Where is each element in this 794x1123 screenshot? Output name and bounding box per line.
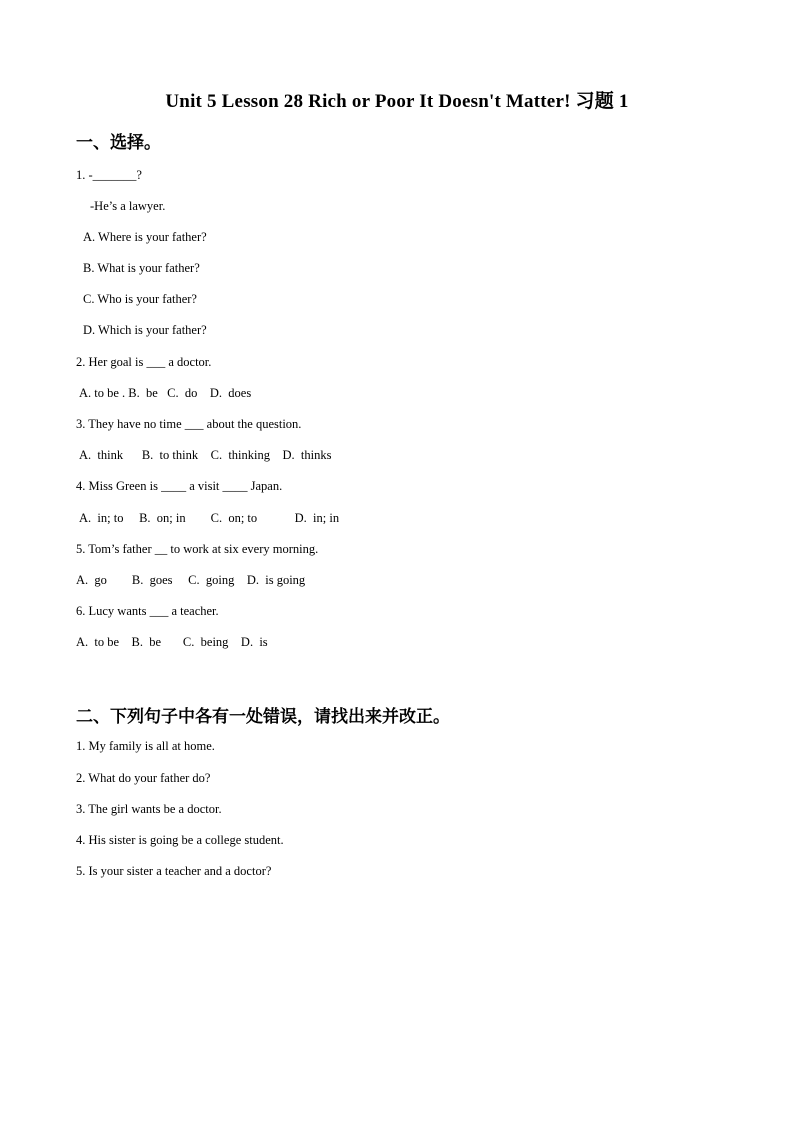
correction-item-3: 3. The girl wants be a doctor.: [76, 802, 222, 816]
section-2-heading: 二、下列句子中各有一处错误，请找出来并改正。: [76, 707, 450, 726]
correction-item-1: 1. My family is all at home.: [76, 739, 215, 753]
page-title: Unit 5 Lesson 28 Rich or Poor It Doesn't Matter! 习题 1: [165, 91, 629, 112]
correction-item-2: 2. What do your father do?: [76, 771, 211, 785]
q1-option-a: A. Where is your father?: [83, 230, 207, 244]
q6-options: A. to be B. be C. being D. is: [76, 635, 268, 649]
q5-options: A. go B. goes C. going D. is going: [76, 573, 306, 587]
q1-response: -He’s a lawyer.: [90, 199, 166, 213]
q5-stem: 5. Tom’s father __ to work at six every morning.: [76, 542, 319, 556]
q6-stem: 6. Lucy wants ___ a teacher.: [76, 604, 219, 618]
q1-option-b: B. What is your father?: [83, 261, 200, 275]
q1-option-c: C. Who is your father?: [83, 292, 197, 306]
correction-item-4: 4. His sister is going be a college student.: [76, 833, 284, 847]
correction-item-5: 5. Is your sister a teacher and a doctor?: [76, 864, 272, 878]
q3-stem: 3. They have no time ___ about the question.: [76, 417, 302, 431]
q1-stem: 1. -_______?: [76, 168, 142, 182]
section-1-heading: 一、选择。: [76, 133, 161, 152]
q2-options: A. to be . B. be C. do D. does: [79, 386, 252, 400]
q3-options: A. think B. to think C. thinking D. thinks: [79, 448, 332, 462]
q4-stem: 4. Miss Green is ____ a visit ____ Japan.: [76, 479, 283, 493]
q2-stem: 2. Her goal is ___ a doctor.: [76, 355, 212, 369]
q1-option-d: D. Which is your father?: [83, 323, 207, 337]
q4-options: A. in; to B. on; in C. on; to D. in; in: [79, 511, 340, 525]
